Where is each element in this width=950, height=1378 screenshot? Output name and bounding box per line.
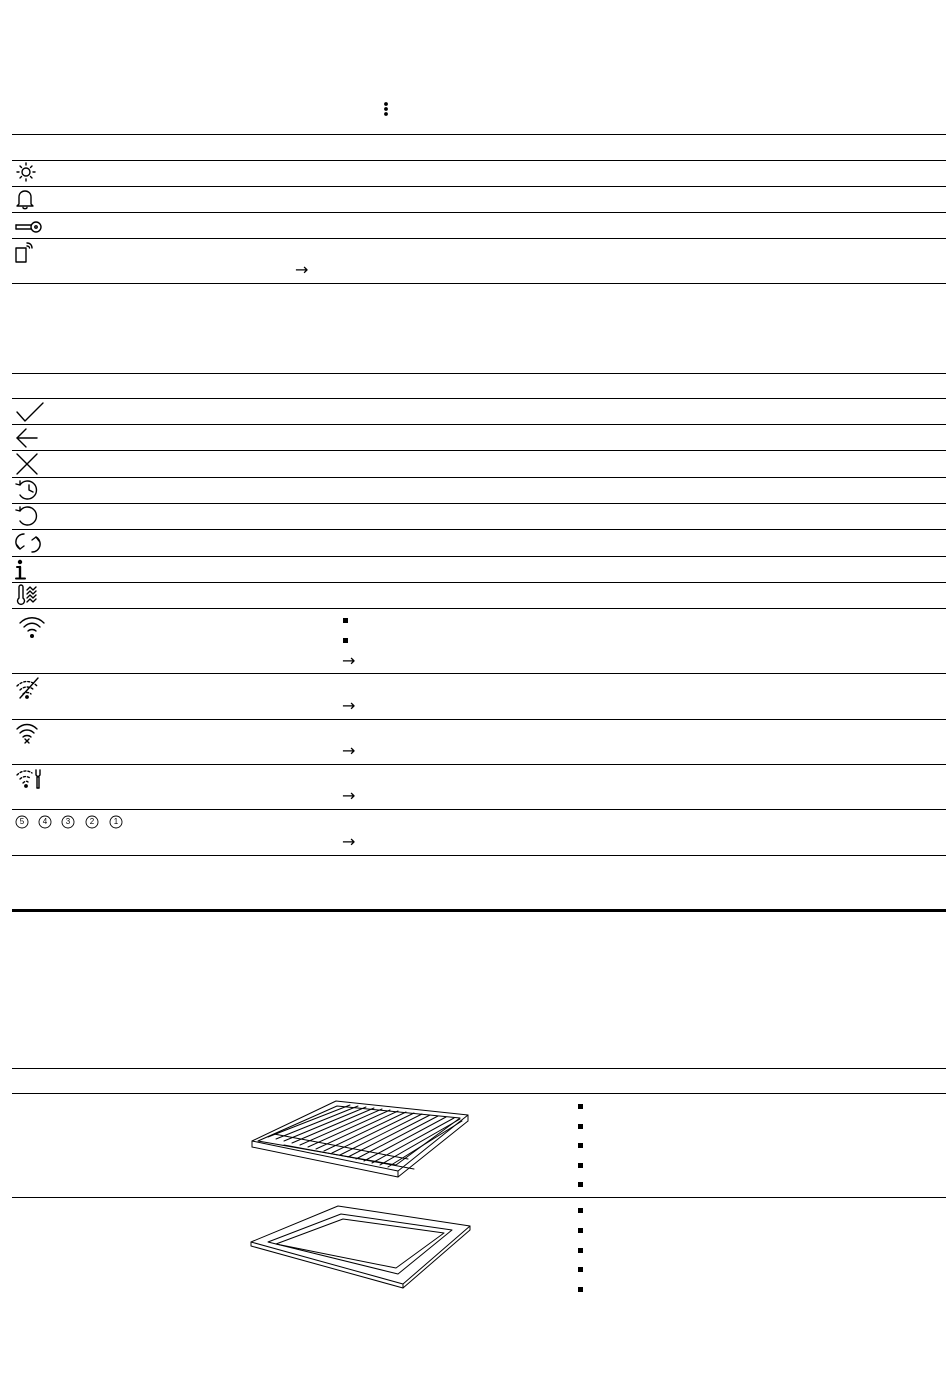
close-icon [15, 453, 39, 475]
divider [12, 212, 946, 213]
timer-reset-icon [14, 479, 40, 501]
link-arrow: → [342, 696, 356, 715]
divider [12, 608, 946, 609]
divider [12, 855, 946, 856]
wifi-error-icon [15, 721, 41, 745]
link-arrow: → [342, 786, 356, 805]
light-icon [15, 162, 37, 182]
info-icon [15, 559, 27, 581]
divider [12, 1093, 946, 1094]
bullet [578, 1124, 583, 1129]
check-icon [15, 401, 45, 423]
divider [12, 238, 946, 239]
wifi-service-icon [15, 767, 47, 791]
divider [12, 477, 946, 478]
bullet [578, 1248, 583, 1253]
bullet [578, 1143, 583, 1148]
bullet [578, 1104, 583, 1109]
divider [12, 1068, 946, 1069]
link-arrow: → [342, 832, 356, 851]
thermometer-heat-icon [15, 584, 39, 606]
bullet [578, 1228, 583, 1233]
divider [12, 719, 946, 720]
rack-wires [268, 1105, 462, 1167]
divider [12, 809, 946, 810]
baking-tray-illustration [248, 1202, 474, 1290]
bullet [343, 638, 348, 643]
divider [12, 529, 946, 530]
bullet [578, 1208, 583, 1213]
divider [12, 398, 946, 399]
wifi-off-icon [15, 676, 41, 700]
bullet [578, 1182, 583, 1187]
divider [12, 582, 946, 583]
divider [12, 186, 946, 187]
countdown-digit: 3 [65, 817, 71, 826]
more-vertical-icon[interactable] [383, 101, 389, 117]
divider [12, 503, 946, 504]
divider [12, 134, 946, 135]
section-divider [12, 909, 946, 912]
divider [12, 160, 946, 161]
divider [12, 373, 946, 374]
countdown-digit: 4 [42, 817, 48, 826]
sync-icon [14, 531, 42, 555]
countdown-digit: 1 [113, 817, 119, 826]
bell-icon [15, 188, 35, 210]
link-arrow: → [295, 260, 309, 279]
divider [12, 1197, 946, 1198]
bullet [578, 1267, 583, 1272]
divider [12, 450, 946, 451]
divider [12, 283, 946, 284]
wire-rack-illustration [248, 1097, 474, 1187]
divider [12, 764, 946, 765]
undo-icon [14, 505, 40, 527]
divider [12, 673, 946, 674]
arrow-left-icon [15, 427, 39, 449]
bullet [578, 1287, 583, 1292]
countdown-digit: 5 [19, 817, 25, 826]
key-icon [15, 219, 43, 235]
wifi-icon [18, 614, 46, 640]
bullet [343, 618, 348, 623]
bullet [578, 1163, 583, 1168]
countdown-digit: 2 [89, 817, 95, 826]
remote-start-icon [14, 240, 36, 264]
link-arrow: → [342, 741, 356, 760]
link-arrow: → [342, 651, 356, 670]
divider [12, 424, 946, 425]
divider [12, 556, 946, 557]
